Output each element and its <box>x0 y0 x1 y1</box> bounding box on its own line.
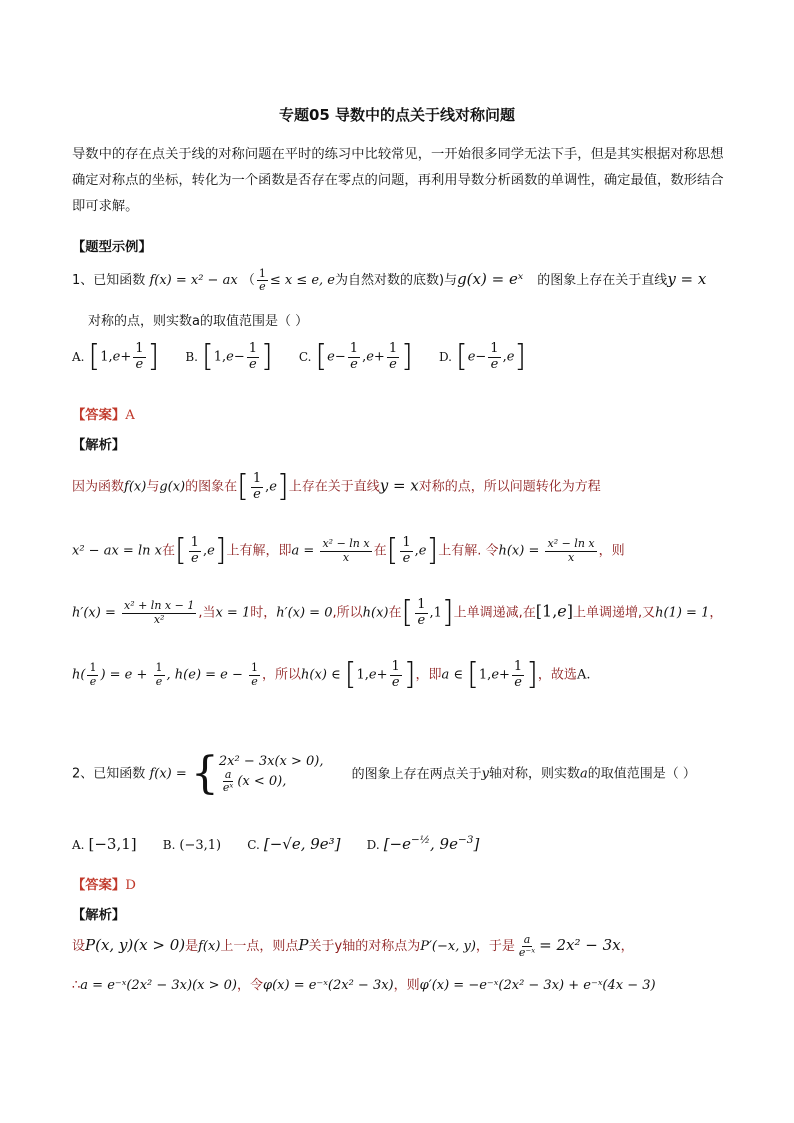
q1-option-b: B. [1,e− $\frac{1}{e}$ ] <box>185 339 273 374</box>
q2-number: 2、 <box>72 766 94 782</box>
q2-answer: 【答案】D <box>72 878 136 893</box>
q2-solution-line-2: ∴a = e⁻ˣ(2x² − 3x)(x > 0)，令φ(x) = e⁻ˣ(2x² − 3x)，则φ′(x) = −e⁻ˣ(2x² − 3x) + e⁻ˣ(4x − 3) <box>72 978 656 993</box>
q1-answer: 【答案】A <box>72 408 135 423</box>
page-title: 专题05 导数中的点关于线对称问题 <box>278 106 516 124</box>
q1-option-c: C. [e− $\frac{1}{e}$ ,e+ $\frac{1}{e}$ ] <box>298 339 413 374</box>
q1-stem-line-2: 对称的点，则实数a的取值范围是（ ） <box>88 314 309 329</box>
q2-options <box>72 834 501 853</box>
q1-line-yx: y = x <box>667 270 707 289</box>
q1-text-a: 已知函数 <box>93 273 146 289</box>
q2-option-d: D. [$-e^{-\frac{1}{2}}$, $9e^{-3}$] <box>366 834 480 853</box>
q1-solution-line-2: x² − ax = ln x在[ $\frac{1}{e}$ ,e]上有解，即a = $\frac{\text{x² − ln x}}{x}$ 在[ $\frac{1}{e}$ ,e]上有解. 令h(x) = $\frac{\text{x² − ln x}}{x}$ ，则 <box>72 533 625 568</box>
q1-options <box>72 339 548 374</box>
q1-text-b: 的图象上存在关于直线 <box>537 273 668 289</box>
q1-func-g: g(x) = eˣ <box>457 270 524 289</box>
q2-piecewise: { 2x² − 3x(x > 0), $\frac{a}{\text{eˣ}}$ (x < 0), <box>190 748 324 799</box>
q1-option-d: D. [e− $\frac{1}{e}$ ,e] <box>438 339 527 374</box>
q1-analysis-label: 【解析】 <box>72 438 126 453</box>
q1-cond-e: e, e <box>311 273 335 289</box>
q2-analysis-label: 【解析】 <box>72 908 126 923</box>
q1-solution-line-4: h( $\frac{1}{e}$ ) = e + $\frac{1}{e}$ , h(e) = e − $\frac{1}{e}$ ，所以h(x) ∈ [1,e+ $\frac{1}{e}$ ]，即a ∈ [1,e+ $\frac{1}{e}$ ]，故选A. <box>72 657 591 692</box>
q2-option-c: C. [−√e, 9e³] <box>247 835 341 853</box>
q2-solution-line-1: 设P(x, y)(x > 0)是f(x)上一点，则点P关于y轴的对称点为P′(−x, y)，于是 $\frac{a}{\text{e⁻ˣ}}$ = 2x² − 3x， <box>72 933 634 960</box>
q1-solution-line-1: 因为函数f(x)与g(x)的图象在[ $\frac{1}{e}$ ,e]上存在关于直线y = x对称的点，所以问题转化为方程 <box>72 469 601 504</box>
q2-option-a: A. [−3,1] <box>72 835 137 853</box>
section-label: 【题型示例】 <box>72 240 152 255</box>
q1-option-a: A. [1,e+ $\frac{1}{e}$ ] <box>72 339 160 374</box>
q2-stem: 2、已知函数 f(x) = { 2x² − 3x(x > 0), $\frac{a}{\text{eˣ}}$ (x < 0), 的图象上存在两点关于y轴对称，则实数a的取值范围是（ ） <box>72 748 696 799</box>
q1-solution-line-3: h′(x) = $\frac{\text{x² + ln x − 1}}{\text{x²}}$ ,当x = 1时，h′(x) = 0,所以h(x)在[ $\frac{1}{e}$ ,1]上单调递减,在[1,e]上单调递增,又h(1) = 1， <box>72 595 723 630</box>
q2-option-b: B. (−3,1) <box>162 838 222 853</box>
q1-func-f: f(x) = x² − ax <box>149 273 238 289</box>
q1-stem-line-1: 1、已知函数 f(x) = x² − ax （ $\frac{1}{e}$ ≤ x ≤ e, e为自然对数的底数)与g(x) = eˣ 的图象上存在关于直线y = x <box>72 267 707 294</box>
q1-text-cond-end: 为自然对数的底数)与 <box>335 273 458 289</box>
q1-number: 1、 <box>72 273 94 289</box>
intro-paragraph: 导数中的存在点关于线的对称问题在平时的练习中比较常见，一开始很多同学无法下手，但是其实根据对称思想确定对称点的坐标，转化为一个函数是否存在零点的问题，再利用导数分析函数的单调性，确定最值，数形结合即可求解。 <box>72 147 724 214</box>
